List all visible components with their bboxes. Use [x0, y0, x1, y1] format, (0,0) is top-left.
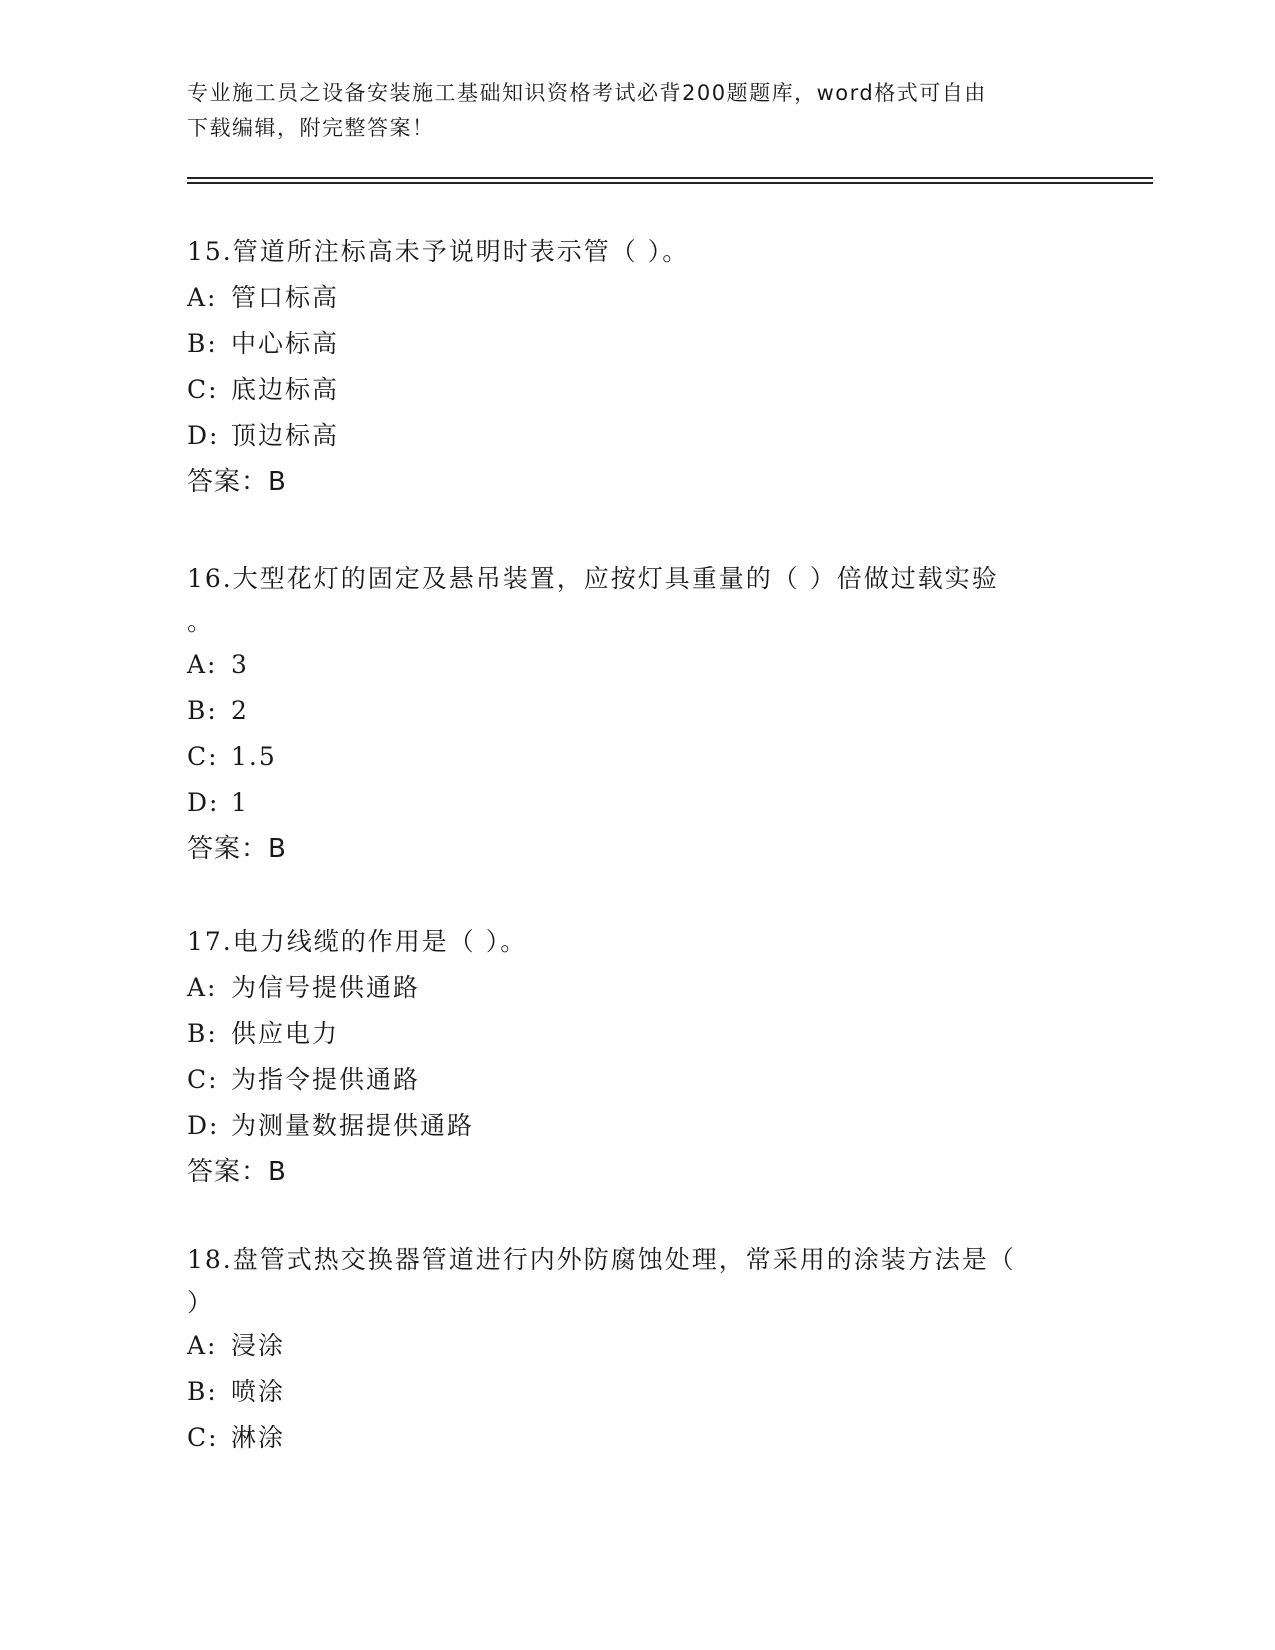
option-key: C: [187, 1065, 219, 1094]
option-text: 底边标高 [231, 375, 340, 404]
option-c [187, 367, 1087, 413]
option-b [187, 1369, 1087, 1415]
option-text: 为测量数据提供通路 [231, 1111, 475, 1140]
option-a [187, 965, 1087, 1011]
option-text: 淋涂 [231, 1423, 286, 1452]
header-line-1: 专业施工员之设备安装施工基础知识资格考试必背200题题库，word格式可自由 [187, 81, 987, 105]
option-text: 为指令提供通路 [231, 1065, 421, 1094]
option-key: C: [187, 1423, 219, 1452]
option-key: D: [187, 788, 220, 817]
question-16 [187, 556, 1087, 872]
option-text: 供应电力 [231, 1019, 340, 1048]
document-header [187, 76, 1087, 146]
question-title-continuation: ） [187, 1288, 215, 1317]
answer-line: 答案：B [187, 834, 287, 864]
option-key: D: [187, 1111, 220, 1140]
option-c [187, 1057, 1087, 1103]
question-17 [187, 919, 1087, 1195]
question-title: 18.盘管式热交换器管道进行内外防腐蚀处理，常采用的涂装方法是（ [187, 1245, 1016, 1274]
option-a [187, 642, 1087, 688]
option-key: B: [187, 1377, 218, 1406]
question-title: 15.管道所注标高未予说明时表示管（ ）。 [187, 237, 690, 266]
option-key: B: [187, 696, 218, 725]
option-d [187, 780, 1087, 826]
option-text: 为信号提供通路 [231, 973, 421, 1002]
header-line-2: 下载编辑，附完整答案！ [187, 116, 435, 140]
option-text: 喷涂 [231, 1377, 286, 1406]
question-title: 17.电力线缆的作用是（ ）。 [187, 927, 528, 956]
option-text: 2 [231, 696, 249, 725]
option-key: A: [187, 283, 218, 312]
question-title-continuation: 。 [187, 607, 215, 636]
option-d [187, 413, 1087, 459]
question-18 [187, 1237, 1087, 1461]
option-text: 中心标高 [231, 329, 340, 358]
option-key: C: [187, 742, 219, 771]
option-a [187, 1323, 1087, 1369]
option-text: 顶边标高 [231, 421, 340, 450]
option-key: D: [187, 421, 220, 450]
option-d [187, 1103, 1087, 1149]
option-text: 浸涂 [231, 1331, 286, 1360]
option-key: B: [187, 1019, 218, 1048]
header-divider-top [187, 177, 1153, 179]
option-key: B: [187, 329, 218, 358]
option-b [187, 1011, 1087, 1057]
question-title: 16.大型花灯的固定及悬吊装置，应按灯具重量的（ ）倍做过载实验 [187, 564, 999, 593]
question-15 [187, 229, 1087, 505]
option-text: 管口标高 [231, 283, 340, 312]
option-c [187, 1415, 1087, 1461]
option-key: A: [187, 973, 218, 1002]
header-divider-bottom [187, 182, 1153, 184]
answer-line: 答案：B [187, 1157, 287, 1187]
option-text: 1 [231, 788, 249, 817]
option-c [187, 734, 1087, 780]
option-b [187, 688, 1087, 734]
option-key: A: [187, 1331, 218, 1360]
option-text: 1.5 [231, 742, 277, 771]
option-key: A: [187, 650, 218, 679]
option-b [187, 321, 1087, 367]
option-a [187, 275, 1087, 321]
answer-line: 答案：B [187, 467, 287, 497]
option-text: 3 [231, 650, 249, 679]
option-key: C: [187, 375, 219, 404]
